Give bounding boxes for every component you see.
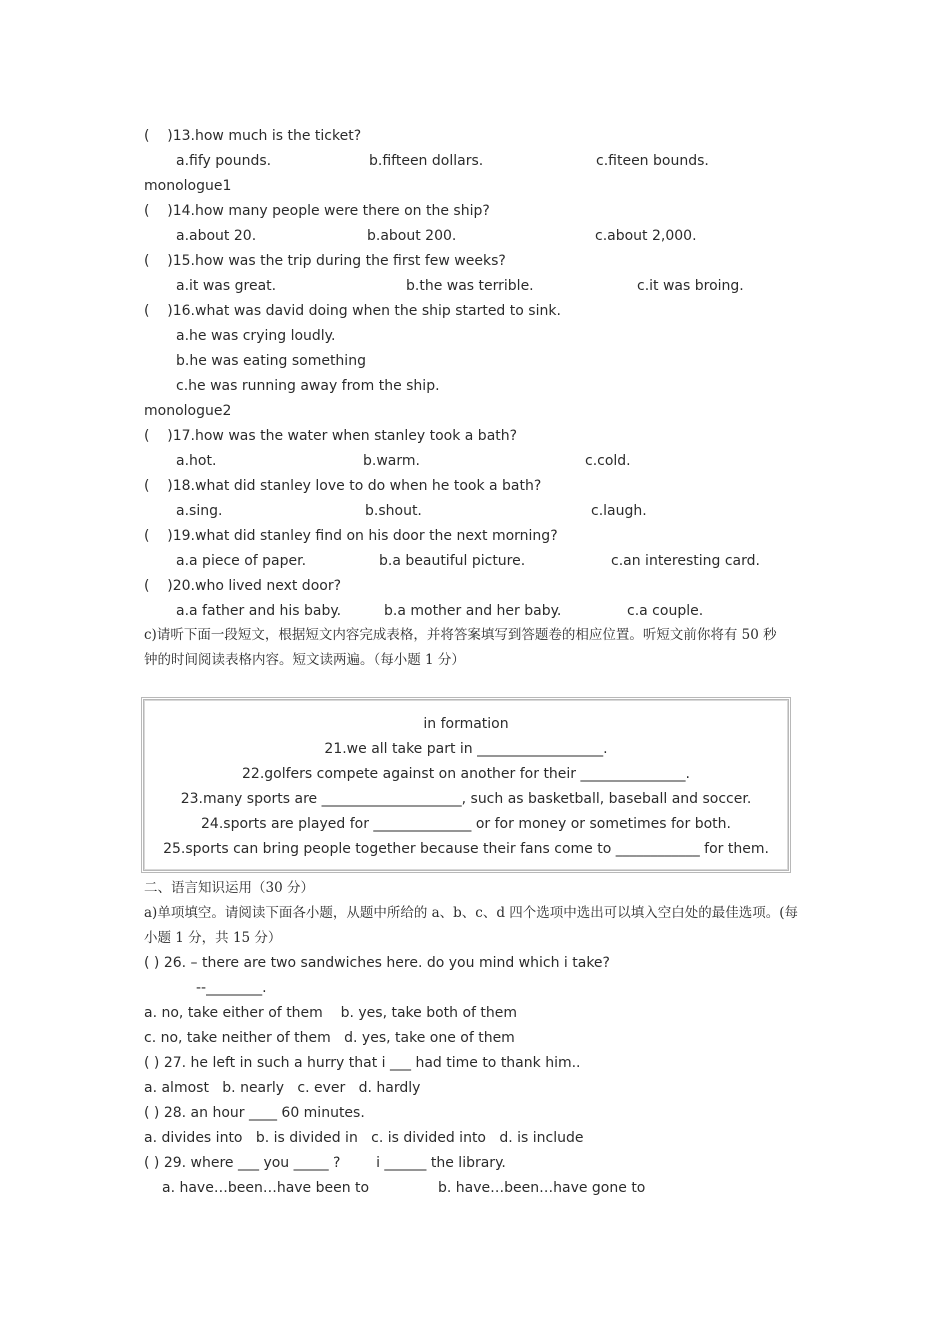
question-13-option-a: a.fify pounds. <box>176 153 272 169</box>
question-15-stem: ( )15.how was the trip during the first few weeks? <box>144 253 506 269</box>
question-27-options: a. almost b. nearly c. ever d. hardly <box>144 1080 421 1096</box>
question-28-options: a. divides into b. is divided in c. is divided into d. is include <box>144 1130 584 1146</box>
question-18-option-a: a.sing. <box>176 503 223 519</box>
question-17-option-a: a.hot. <box>176 453 217 469</box>
table-row-22: 22.golfers compete against on another for their _______________. <box>242 766 690 782</box>
question-14-option-b: b.about 200. <box>367 228 457 244</box>
information-table <box>141 697 791 873</box>
question-18-option-c: c.laugh. <box>591 503 647 519</box>
question-27-stem: ( ) 27. he left in such a hurry that i ___ had time to thank him.. <box>144 1055 581 1071</box>
question-17-stem: ( )17.how was the water when stanley took a bath? <box>144 428 518 444</box>
question-15-option-a: a.it was great. <box>176 278 277 294</box>
question-15-option-b: b.the was terrible. <box>406 278 534 294</box>
part2-heading: 二、语言知识运用（30 分） <box>144 880 314 896</box>
question-16-option-c: c.he was running away from the ship. <box>176 378 440 394</box>
question-19-option-a: a.a piece of paper. <box>176 553 307 569</box>
question-14-option-a: a.about 20. <box>176 228 257 244</box>
question-18-option-b: b.shout. <box>365 503 422 519</box>
question-20-option-b: b.a mother and her baby. <box>384 603 562 619</box>
question-14-option-c: c.about 2,000. <box>595 228 697 244</box>
question-20-stem: ( )20.who lived next door? <box>144 578 342 594</box>
question-26-options-ab: a. no, take either of them b. yes, take both of them <box>144 1005 518 1021</box>
question-13-option-c: c.fiteen bounds. <box>596 153 709 169</box>
section-c-instruction-line2: 钟的时间阅读表格内容。短文读两遍。（每小题 1 分） <box>144 652 465 668</box>
question-13-option-b: b.fifteen dollars. <box>369 153 484 169</box>
table-row-21: 21.we all take part in __________________. <box>324 741 608 757</box>
question-29-stem: ( ) 29. where ___ you _____ ? i ______ the library. <box>144 1155 506 1171</box>
question-19-option-c: c.an interesting card. <box>611 553 760 569</box>
monologue2-label: monologue2 <box>144 403 232 419</box>
question-14-stem: ( )14.how many people were there on the ship? <box>144 203 490 219</box>
question-26-stem: ( ) 26. – there are two sandwiches here. do you mind which i take? <box>144 955 610 971</box>
table-row-25: 25.sports can bring people together because their fans come to ____________ for them. <box>163 841 769 857</box>
question-28-stem: ( ) 28. an hour ____ 60 minutes. <box>144 1105 365 1121</box>
question-19-stem: ( )19.what did stanley find on his door the next morning? <box>144 528 558 544</box>
part2-instruction-line1: a)单项填空。请阅读下面各小题，从题中所给的 a、b、c、d 四个选项中选出可以填入空白处的最佳选项。(每 <box>144 905 799 921</box>
question-17-option-b: b.warm. <box>363 453 420 469</box>
question-26-options-cd: c. no, take neither of them d. yes, take one of them <box>144 1030 515 1046</box>
question-20-option-c: c.a couple. <box>627 603 704 619</box>
section-c-instruction-line1: c)请听下面一段短文，根据短文内容完成表格，并将答案填写到答题卷的相应位置。听短文前你将有 50 秒 <box>144 627 777 643</box>
question-15-option-c: c.it was broing. <box>637 278 744 294</box>
question-20-option-a: a.a father and his baby. <box>176 603 342 619</box>
part2-instruction-line2: 小题 1 分，共 15 分） <box>144 930 282 946</box>
question-16-option-a: a.he was crying loudly. <box>176 328 336 344</box>
table-title: in formation <box>423 716 509 732</box>
question-19-option-b: b.a beautiful picture. <box>379 553 526 569</box>
question-16-stem: ( )16.what was david doing when the ship started to sink. <box>144 303 561 319</box>
question-18-stem: ( )18.what did stanley love to do when he took a bath? <box>144 478 542 494</box>
table-row-23: 23.many sports are ____________________, such as basketball, baseball and soccer. <box>180 791 752 807</box>
question-16-option-b: b.he was eating something <box>176 353 366 369</box>
question-17-option-c: c.cold. <box>585 453 631 469</box>
table-row-24: 24.sports are played for ______________ or for money or sometimes for both. <box>201 816 731 832</box>
monologue1-label: monologue1 <box>144 178 232 194</box>
question-29-option-a: a. have…been…have been to <box>162 1180 370 1196</box>
question-26-reply: --________. <box>196 980 267 996</box>
question-13-stem: ( )13.how much is the ticket? <box>144 128 362 144</box>
question-29-option-b: b. have…been…have gone to <box>438 1180 646 1196</box>
